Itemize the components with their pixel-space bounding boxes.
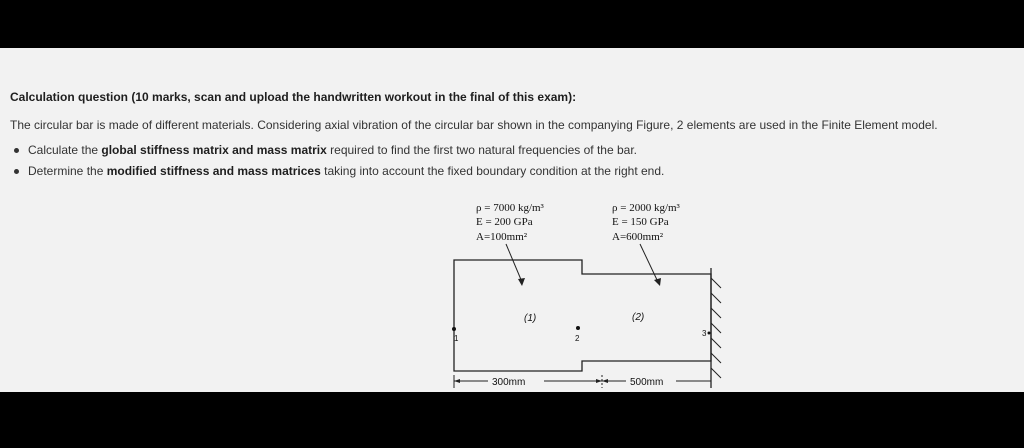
element2-density: ρ = 2000 kg/m³ (612, 202, 680, 214)
node3-marker (708, 332, 711, 335)
node1-marker (452, 327, 456, 331)
task-item-1: Calculate the global stiffness matrix and mass matrix required to find the first two natural frequencies of the bar. (10, 143, 664, 164)
bar-figure (440, 198, 750, 388)
node2-label: 2 (575, 334, 580, 343)
question-heading: Calculation question (10 marks, scan and upload the handwritten workout in the final of this exam): (10, 90, 577, 104)
fixed-wall (711, 268, 721, 388)
node2-marker (576, 326, 580, 330)
element2-label: (2) (632, 312, 645, 323)
element1-label: (1) (524, 313, 537, 324)
element2-modulus: E = 150 GPa (612, 216, 669, 228)
task-list (10, 143, 664, 185)
question-intro: The circular bar is made of different materials. Considering axial vibration of the circular bar shown in the companying Figure, 2 elements are used in the Finite Element model. (10, 118, 938, 132)
node1-label: 1 (454, 334, 459, 343)
element1-length: 300mm (492, 377, 526, 388)
element1-leader (506, 244, 522, 282)
element1-modulus: E = 200 GPa (476, 216, 533, 228)
element2-area: A=600mm² (612, 231, 664, 243)
element2-length: 500mm (630, 377, 664, 388)
element1-arrowhead (518, 278, 525, 286)
stepped-bar (454, 260, 711, 371)
element2-arrowhead (654, 278, 661, 286)
task-item-2: Determine the modified stiffness and mass matrices taking into account the fixed boundary condition at the right end. (10, 164, 664, 185)
element1-density: ρ = 7000 kg/m³ (476, 202, 544, 214)
element1-area: A=100mm² (476, 231, 528, 243)
element2-leader (640, 244, 658, 282)
exam-question-page (0, 48, 1024, 392)
node3-label: 3 (702, 329, 707, 338)
